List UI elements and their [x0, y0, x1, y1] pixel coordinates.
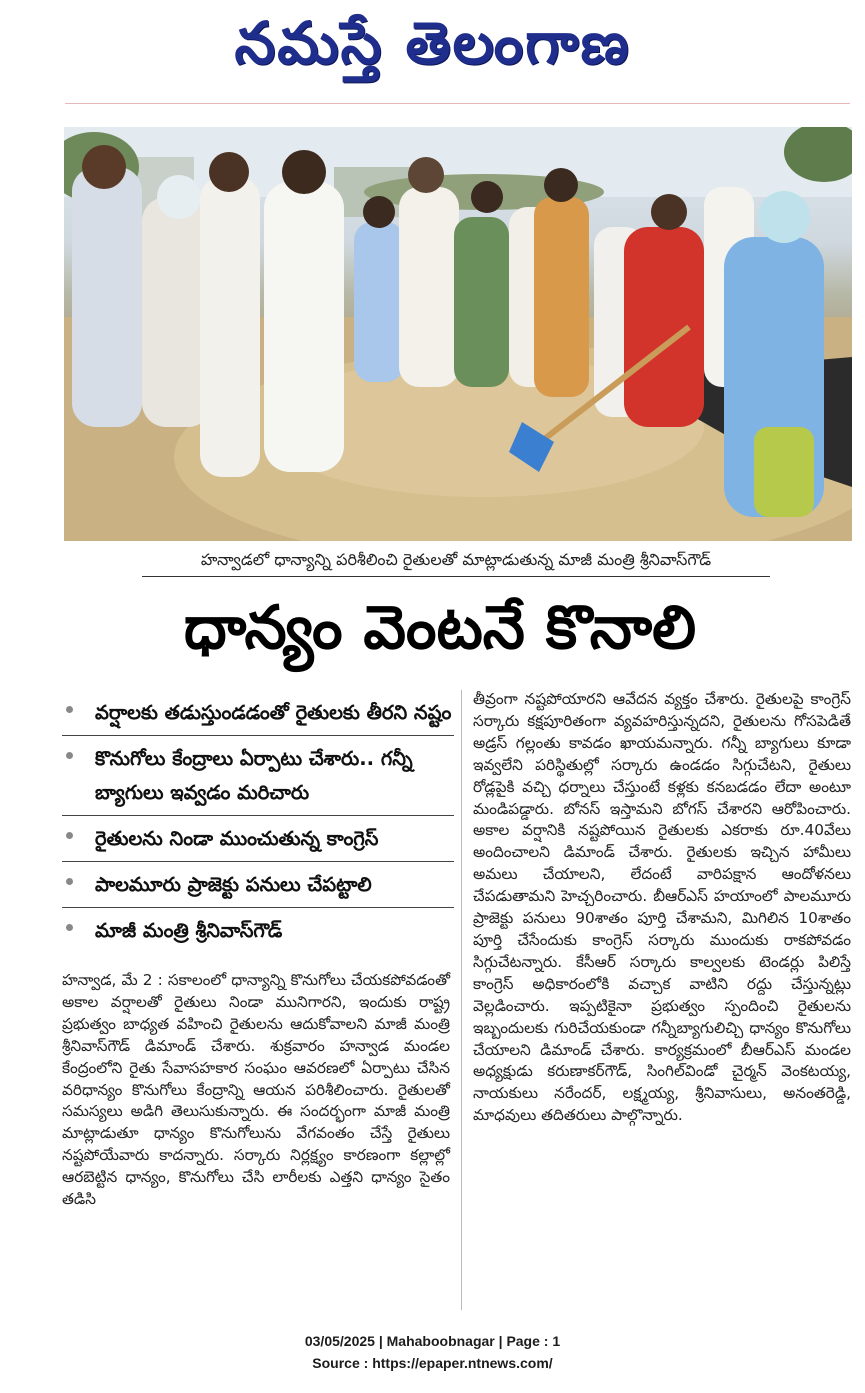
highlight-item [62, 690, 454, 736]
masthead [0, 0, 865, 100]
highlight-item [62, 736, 454, 816]
bullet-icon [66, 832, 73, 839]
highlight-item [62, 908, 454, 953]
column-divider [461, 690, 462, 1310]
highlight-text: పాలమూరు ప్రాజెక్టు పనులు చేపట్టాలి [95, 873, 372, 896]
highlight-text: వర్షాలకు తడుస్తుండడంతో రైతులకు తీరని నష్టం [95, 701, 452, 724]
news-photo [64, 127, 852, 541]
highlight-item [62, 862, 454, 908]
highlight-item [62, 816, 454, 862]
article-body-left-column: హన్వాడ, మే 2 : సకాలంలో ధాన్యాన్ని కొనుగోలు చేయకపోవడంతో అకాల వర్షాలతో రైతులు నిండా మునిగారని, ఇందుకు రాష్ట్ర ప్రభుత్వం బాధ్యత వహించి రైతులను ఆదుకోవాలని మాజీ మంత్రి శ్రీనివాస్‌గౌడ్ డిమాండ్ చేశారు. శుక్రవారం హన్వాడ మండల కేంద్రంలోని రైతు సేవాసహకార సంఘం ఆవరణలో ఏర్పాటు చేసిన వరిధాన్యం కొనుగోలు కేంద్రాన్ని ఆయన పరిశీలించారు. రైతులతో సమస్యలు అడిగి తెలుసుకున్నారు. ఈ సందర్భంగా మాజీ మంత్రి మాట్లాడుతూ ధాన్యం కొనుగోలును వేగవంతం చేస్తే రైతులు నష్టపోయేవారు కాదన్నారు. సర్కారు నిర్లక్ష్యం కారణంగా కల్లాల్లో ఆరబెట్టిన ధాన్యం, కొనుగోలు చేసి లారీలకు ఎత్తని ధాన్యం సైతం తడిసి [62, 971, 450, 1209]
bullet-icon [66, 752, 73, 759]
newspaper-logo: నమస్తే తెలంగాణ [234, 8, 631, 77]
masthead-divider [65, 103, 850, 104]
highlight-text: రైతులను నిండా ముంచుతున్న కాంగ్రెస్ [95, 827, 379, 850]
edition-info: 03/05/2025 | Mahaboobnagar | Page : 1 [304, 1333, 561, 1349]
highlight-text: కొనుగోలు కేంద్రాలు ఏర్పాటు చేశారు.. గన్నీ బ్యాగులు ఇవ్వడం మరిచారు [95, 747, 413, 804]
article-body-right-column: తీవ్రంగా నష్టపోయారని ఆవేదన వ్యక్తం చేశారు. రైతులపై కాంగ్రెస్ సర్కారు కక్షపూరితంగా వ్యవహరిస్తున్నదని, రైతులను గోసపెడితే అడ్రస్ గల్లంతు కావడం ఖాయమన్నారు. గన్నీ బ్యాగులు కూడా ఇవ్వలేని పరిస్థితుల్లో సర్కారు ఉండడం సిగ్గుచేటని, రైతులు రోడ్లపైకి వచ్చి ధర్నాలు చేస్తుంటే కళ్లకు కనబడడం లేదా అంటూ మండిపడ్డారు. బోనస్ ఇస్తామని బోగస్ చేశారని ఆరోపించారు. అకాల వర్షానికి నష్టపోయిన రైతులకు ఎకరాకు రూ.40వేలు అందించాలని డిమాండ్ చేశారు. రైతులకు ఇచ్చిన హామీలు అమలు చేయాలని, లేదంటే వారిపక్షాన ఆందోళనలు చేపడుతామని హెచ్చరించారు. బీఆర్‌ఎస్ హయాంలో పాలమూరు ప్రాజెక్టు పనులు 90శాతం పూర్తి చేశామని, మిగిలిన 10శాతం పూర్తి చేసేందుకు కాంగ్రెస్ సర్కారు ముందుకు రాకపోవడం సిగ్గుచేటన్నారు. కేసీఆర్ సర్కారు కాల్వలకు టెండర్లు పిలిస్తే కాంగ్రెస్ అధికారంలోకి వచ్చాక వాటిని రద్దు చేస్తున్నట్లు వెల్లడించారు. ఇప్పటికైనా ప్రభుత్వం స్పందించి రైతులను ఇబ్బందులకు గురిచేయకుండా గన్నీబ్యాగులిచ్చి ధాన్యం కొనుగోలు చేయాలని డిమాండ్ చేశారు. కార్యక్రమంలో బీఆర్‌ఎస్ మండల అధ్యక్షుడు కరుణాకర్‌గౌడ్, సింగిల్‌విండో చైర్మన్ వెంకటయ్య, నాయకులు నరేందర్, లక్ష్మయ్య, శ్రీనివాసులు, అనంతరెడ్డి, మాధవులు తదితరులు పాల్గొన్నారు. [473, 690, 851, 1125]
highlight-text: మాజీ మంత్రి శ్రీనివాస్‌గౌడ్ [95, 919, 283, 942]
page-footer [0, 1330, 865, 1374]
bullet-icon [66, 878, 73, 885]
article-highlights [62, 690, 454, 953]
article-headline: ధాన్యం వెంటనే కొనాలి [183, 593, 697, 663]
bullet-icon [66, 924, 73, 931]
photo-of-farmers-and-grain-heap-icon [64, 127, 852, 541]
source-link[interactable]: Source : https://epaper.ntnews.com/ [312, 1355, 553, 1371]
photo-caption-bar [142, 546, 770, 577]
bullet-icon [66, 706, 73, 713]
photo-caption: హన్వాడలో ధాన్యాన్ని పరిశీలించి రైతులతో మాట్లాడుతున్న మాజీ మంత్రి శ్రీనివాస్‌గౌడ్ [200, 549, 712, 569]
